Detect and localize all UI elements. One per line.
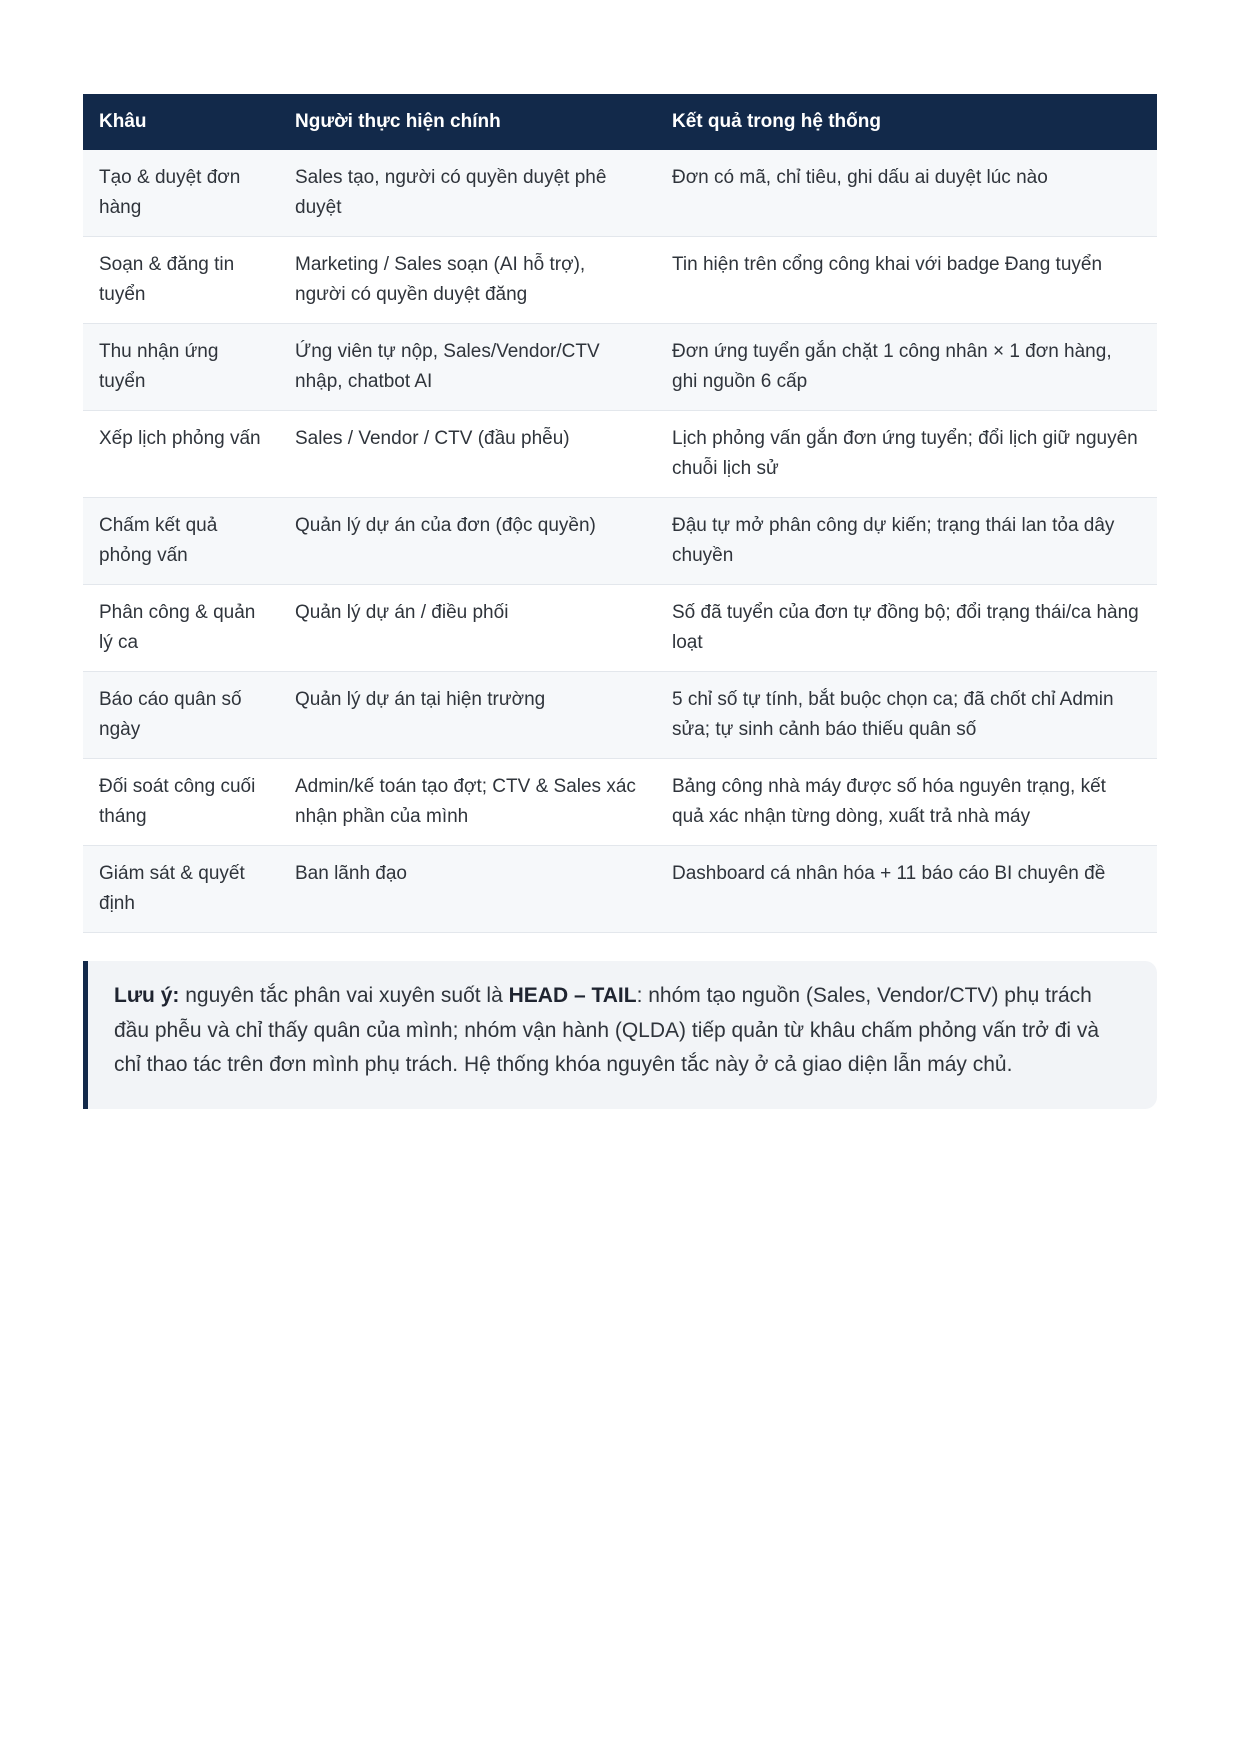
- cell-result: Đơn có mã, chỉ tiêu, ghi dấu ai duyệt lúc nào: [656, 150, 1157, 237]
- cell-stage: Phân công & quản lý ca: [83, 585, 279, 672]
- cell-performer: Quản lý dự án / điều phối: [279, 585, 656, 672]
- cell-result: Dashboard cá nhân hóa + 11 báo cáo BI chuyên đề: [656, 846, 1157, 933]
- cell-performer: Quản lý dự án của đơn (độc quyền): [279, 498, 656, 585]
- document-page: [83, 94, 1157, 1109]
- table-row: [83, 237, 1157, 324]
- cell-performer: Admin/kế toán tạo đợt; CTV & Sales xác nhận phần của mình: [279, 759, 656, 846]
- table-row: [83, 324, 1157, 411]
- cell-result: Lịch phỏng vấn gắn đơn ứng tuyển; đổi lịch giữ nguyên chuỗi lịch sử: [656, 411, 1157, 498]
- table-header: [83, 94, 1157, 150]
- table-row: [83, 759, 1157, 846]
- cell-stage: Xếp lịch phỏng vấn: [83, 411, 279, 498]
- cell-stage: Thu nhận ứng tuyển: [83, 324, 279, 411]
- header-stage: Khâu: [83, 94, 279, 150]
- cell-stage: Báo cáo quân số ngày: [83, 672, 279, 759]
- cell-result: 5 chỉ số tự tính, bắt buộc chọn ca; đã chốt chỉ Admin sửa; tự sinh cảnh báo thiếu quân số: [656, 672, 1157, 759]
- cell-stage: Tạo & duyệt đơn hàng: [83, 150, 279, 237]
- cell-performer: Marketing / Sales soạn (AI hỗ trợ), người có quyền duyệt đăng: [279, 237, 656, 324]
- cell-performer: Quản lý dự án tại hiện trường: [279, 672, 656, 759]
- table-row: [83, 585, 1157, 672]
- cell-performer: Sales tạo, người có quyền duyệt phê duyệt: [279, 150, 656, 237]
- note-callout: [83, 961, 1157, 1109]
- cell-stage: Soạn & đăng tin tuyển: [83, 237, 279, 324]
- note-text-after: : nhóm tạo nguồn (Sales, Vendor/CTV) phụ trách đầu phễu và chỉ thấy quân của mình; nhóm vận hành (QLDA) tiếp quản từ khâu chấm phỏng vấn trở đi và chỉ thao tác trên đơn mình phụ trách. Hệ thống khóa nguyên tắc này ở cả giao diện lẫn máy chủ.: [114, 984, 1100, 1076]
- cell-result: Đậu tự mở phân công dự kiến; trạng thái lan tỏa dây chuyền: [656, 498, 1157, 585]
- table-row: [83, 846, 1157, 933]
- note-label: Lưu ý:: [114, 984, 180, 1007]
- cell-result: Tin hiện trên cổng công khai với badge Đang tuyển: [656, 237, 1157, 324]
- cell-result: Đơn ứng tuyển gắn chặt 1 công nhân × 1 đơn hàng, ghi nguồn 6 cấp: [656, 324, 1157, 411]
- cell-stage: Đối soát công cuối tháng: [83, 759, 279, 846]
- table-body: [83, 150, 1157, 933]
- cell-performer: Ban lãnh đạo: [279, 846, 656, 933]
- note-text-before: nguyên tắc phân vai xuyên suốt là: [179, 984, 509, 1007]
- header-result: Kết quả trong hệ thống: [656, 94, 1157, 150]
- cell-result: Số đã tuyển của đơn tự đồng bộ; đổi trạng thái/ca hàng loạt: [656, 585, 1157, 672]
- cell-result: Bảng công nhà máy được số hóa nguyên trạng, kết quả xác nhận từng dòng, xuất trả nhà máy: [656, 759, 1157, 846]
- header-row: [83, 94, 1157, 150]
- table-row: [83, 411, 1157, 498]
- table-row: [83, 150, 1157, 237]
- header-performer: Người thực hiện chính: [279, 94, 656, 150]
- table-row: [83, 498, 1157, 585]
- note-key-term: HEAD – TAIL: [508, 984, 637, 1007]
- table-row: [83, 672, 1157, 759]
- roles-table: [83, 94, 1157, 933]
- cell-stage: Chấm kết quả phỏng vấn: [83, 498, 279, 585]
- cell-performer: Ứng viên tự nộp, Sales/Vendor/CTV nhập, chatbot AI: [279, 324, 656, 411]
- cell-performer: Sales / Vendor / CTV (đầu phễu): [279, 411, 656, 498]
- cell-stage: Giám sát & quyết định: [83, 846, 279, 933]
